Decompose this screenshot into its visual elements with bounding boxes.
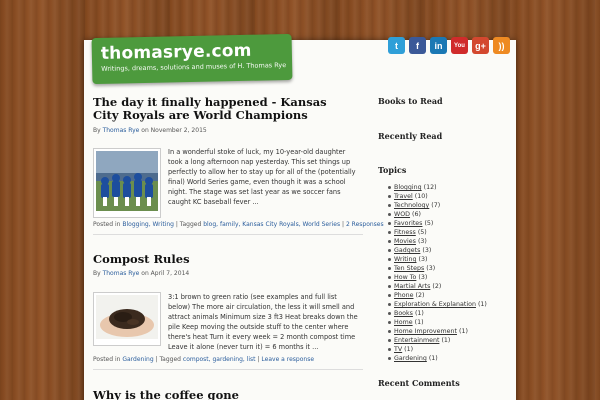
widget-title-comments: Recent Comments [378, 378, 460, 388]
googleplus-icon[interactable]: g+ [472, 37, 489, 54]
topic-item: Technology (7) [388, 201, 487, 210]
widget-title-books: Books to Read [378, 96, 443, 106]
topic-item: Movies (3) [388, 237, 487, 246]
topic-item: Favorites (5) [388, 219, 487, 228]
site-logo[interactable] [92, 34, 293, 84]
post-divider [93, 369, 363, 370]
author-link[interactable]: Thomas Rye [102, 270, 140, 277]
tag-links[interactable]: blog, family, Kansas City Royals, World Series [203, 221, 341, 228]
topic-item: Phone (2) [388, 291, 487, 300]
topic-item: Exploration & Explanation (1) [388, 300, 487, 309]
responses-link[interactable]: Leave a response [261, 356, 315, 363]
author-link[interactable]: Thomas Rye [102, 127, 140, 134]
site-tagline: Writings, dreams, solutions and muses of H. Thomas Rye [101, 61, 287, 73]
post-title-link[interactable]: Compost Rules [93, 252, 190, 266]
post-article [93, 253, 353, 277]
topics-list [388, 183, 487, 363]
topic-item: Ten Steps (3) [388, 264, 487, 273]
topic-item: Home (1) [388, 318, 487, 327]
post-title-link[interactable]: Why is the coffee gone [93, 388, 239, 400]
post-excerpt: In a wonderful stoke of luck, my 10-year-old daughter took a long afternoon nap yesterday. This set things up perfectly to allow her to stay up for all of the (potentially final) World Series game, even though it was a school night. The stage was set last year as we soccer fans caught KC baseball fever ... [168, 148, 356, 206]
topic-item: Entertainment (1) [388, 336, 487, 345]
royals-photo [96, 151, 158, 211]
post-meta: By Thomas Rye on April 7, 2014 [93, 270, 190, 277]
widget-title-topics: Topics [378, 165, 407, 175]
widget-title-recent: Recently Read [378, 131, 443, 141]
category-links[interactable]: Blogging, Writing [122, 221, 174, 228]
responses-link[interactable]: 2 Responses [345, 221, 384, 228]
topic-item: Travel (10) [388, 192, 487, 201]
topic-item: Writing (3) [388, 255, 487, 264]
compost-photo [96, 295, 158, 339]
facebook-icon[interactable]: f [409, 37, 426, 54]
topic-item: Fitness (5) [388, 228, 487, 237]
topic-item: TV (1) [388, 345, 487, 354]
post-title-link[interactable]: The day it finally happened - Kansas City Royals are World Champions [93, 95, 327, 122]
topic-item: Home Improvement (1) [388, 327, 487, 336]
topic-item: How To (3) [388, 273, 487, 282]
youtube-icon[interactable]: You [451, 37, 468, 54]
post-thumbnail[interactable] [93, 292, 161, 346]
post-footer: Posted in Blogging, Writing | Tagged blog, family, Kansas City Royals, World Series | 2 Responses [93, 221, 384, 228]
post-excerpt: 3:1 brown to green ratio (see examples and full list below) The more air circulation, the less it will smell and attract animals Minimum size 3 ft3 Heat breaks down the pile Keep moving the outside stuff to the center where there's heat Turn it every week = 2 month compost time Leave it alone (never turn it) = 6 months it ... [168, 293, 358, 351]
post-article [93, 96, 353, 134]
post-divider [93, 234, 363, 235]
topic-item: Blogging (12) [388, 183, 487, 192]
post-footer: Posted in Gardening | Tagged compost, gardening, list | Leave a response [93, 356, 315, 363]
twitter-icon[interactable]: t [388, 37, 405, 54]
topic-item: WOD (6) [388, 210, 487, 219]
post-article [93, 389, 353, 400]
topic-item: Gardening (1) [388, 354, 487, 363]
site-title[interactable]: thomasrye.com [100, 40, 252, 64]
social-icons [388, 37, 510, 54]
linkedin-icon[interactable]: in [430, 37, 447, 54]
topic-item: Books (1) [388, 309, 487, 318]
topic-item: Gadgets (3) [388, 246, 487, 255]
rss-icon[interactable]: )) [493, 37, 510, 54]
topic-item: Martial Arts (2) [388, 282, 487, 291]
post-meta: By Thomas Rye on November 2, 2015 [93, 127, 207, 134]
category-links[interactable]: Gardening [122, 356, 154, 363]
post-thumbnail[interactable] [93, 148, 161, 218]
tag-links[interactable]: compost, gardening, list [182, 356, 256, 363]
